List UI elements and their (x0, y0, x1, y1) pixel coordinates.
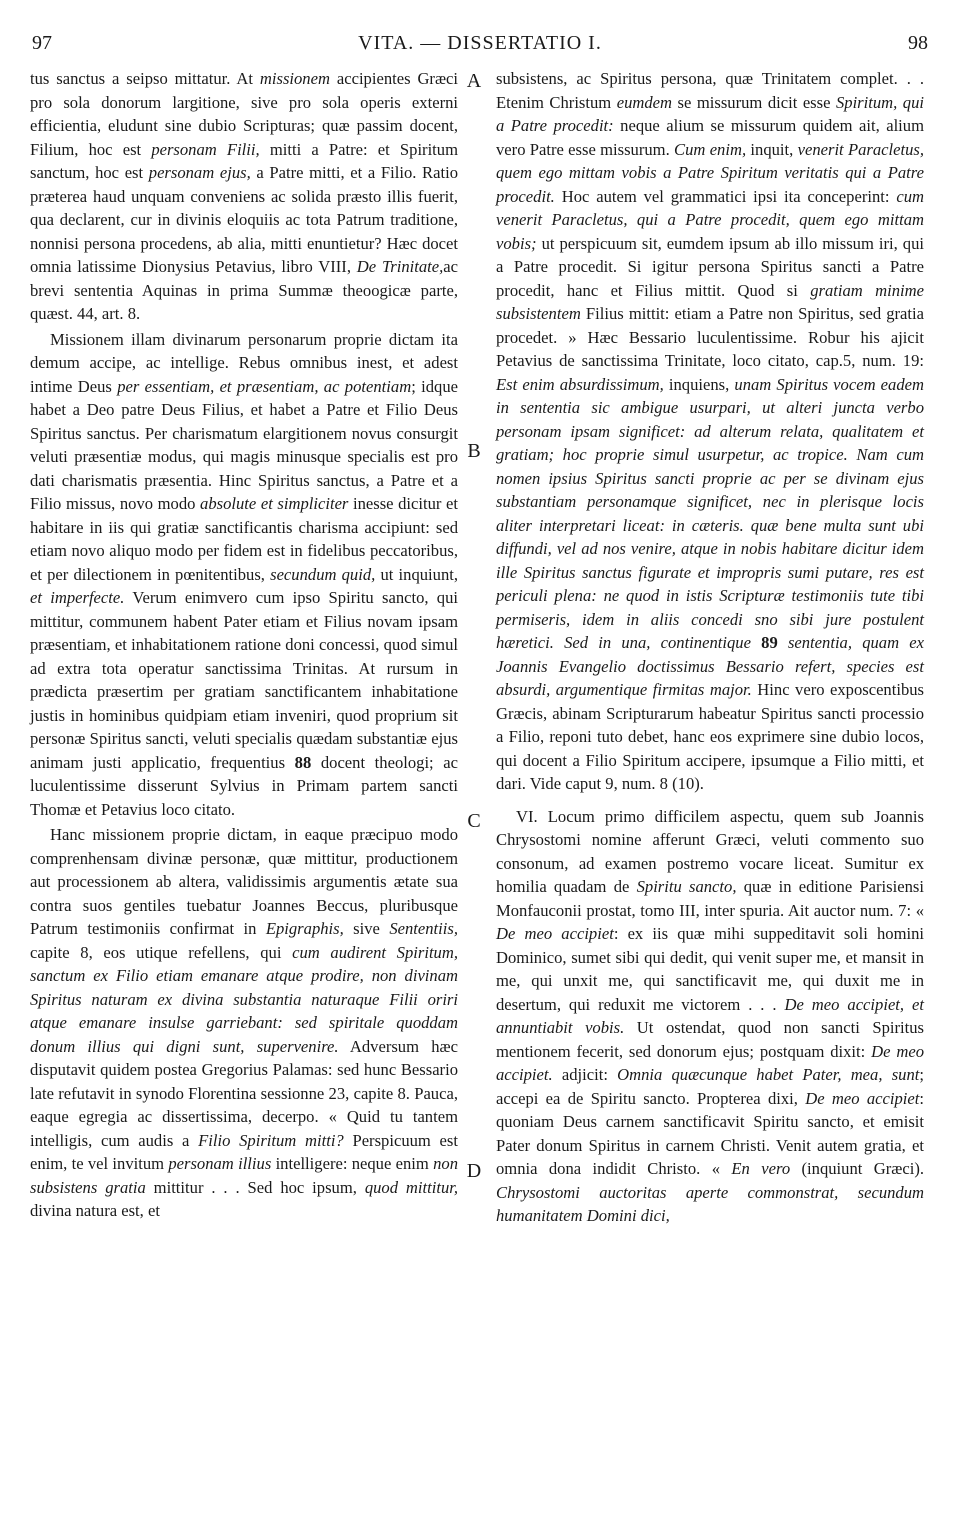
margin-letter-c: C (467, 810, 481, 832)
left-paragraph-1: tus sanctus a seipso mittatur. At missionem accipientes Græci pro sola donorum largitione, sive pro sola operis externi efficientia, eludunt sine dubio Scripturas; quæ passim docent, Filium, hoc est personam Filii, mitti a Patre: et Spiritum sanctum, hoc est personam ejus, a Patre mitti, et a Filio. Ratio præterea haud unquam conveniens ac solida præsto illis fuerit, qua declarent, cur in divinis eloquiis ac tota Patrum traditione, nonnisi persona procedens, ab alia, mitti enuntietur? Hæc docet omnia latissime Dionysius Petavius, libro VIII, De Trinitate,ac brevi sententia Aquinas in prima Summæ theoogicæ parte, quæst. 44, art. 8. (30, 69, 459, 323)
left-column (30, 67, 458, 1223)
margin-letter-a: A (466, 70, 482, 92)
right-column (496, 67, 924, 1228)
left-paragraph-2: Missionem illam divinarum personarum proprie dictam ita demum accipe, ac intellige. Rebus omnibus inest, et adest intime Deus per essentiam, et præsentiam, ac potentiam; idque habet a Deo patre Deus Filius, et habet a Patre et Filio Deus Spiritus sanctus. Per charismatum elargitionem novus consurgit veluti præsentiæ modus, qui magis minusque specialis est pro dati charismatis præsentia. Hinc Spiritus sanctus, a Patre et a Filio missus, novo modo absolute et simpliciter inesse dicitur et habitare in iis qui gratiæ sanctificantis charisma accipiunt: sed etiam novo aliquo modo per fidem est in fidelibus peccatoribus, et per dilectionem in pœnitentibus, secundum quid, ut inquiunt, et imperfecte. Verum enimvero cum ipso Spiritu sancto, qui mittitur, communem habent Pater etiam et Filius novam ipsam præsentiam, et inhabitationem ratione doni concessi, quod simul ad extra tota operatur sanctissima Trinitas. At rursum in prædicta præsertim per gratiam sanctificantem inhabitatione justis in hominibus quidpiam etiam inveniri, quod proprium sit personæ Spiritus sancti, veluti specialis quædam substantiæ ejus animam justi applicatio, frequentius 88 docent theologi; ac luculentissime disserunt Sylvius in Primam partem sancti Thomæ et Petavius loco citato. (30, 329, 458, 819)
margin-letter-d: D (466, 1160, 482, 1182)
page-number-right: 98 (908, 32, 928, 54)
left-paragraph-3: Hanc missionem proprie dictam, in eaque præcipuo modo comprenhensam divinæ personæ, quæ mittitur, productionem aut processionem ab altera, validissimis argumentis ætate sua contra suos gentiles tuebatur Joannes Beccus, pluribusque Patrum testimoniis confirmat in Epigraphis, sive Sententiis, capite 8, eos utique refellens, qui cum audirent Spiritum, sanctum ex Filio etiam emanare atque prodire, non divinam Spiritus naturam ex divina substantia naturaque Filii oriri atque emanare insulse garriebant: sed spiritale quoddam donum illius qui digni sunt, supervenire. Adversum hæc disputavit quidem postea Gregorius Palamas: sed hunc Bessario late refutavit in synodo Florentina sessionne 23, capite 8. Pauca, eaque egregia ac dissertissima, decerpo. « Quid tu tantem intelligis, cum audis a Filio Spiritum mitti? Perspicuum est enim, te vel invitum personam illius intelligere: neque enim non subsistens gratia mittitur . . . Sed hoc ipsum, quod mittitur, divina natura est, et (30, 825, 459, 1220)
right-paragraph-1: subsistens, ac Spiritus persona, quæ Trinitatem complet. . . Etenim Christum eumdem se missurum dicit esse Spiritum, qui a Patre procedit: neque alium se missurum quidem ait, alium vero Patre esse missurum. Cum enim, inquit, venerit Paracletus, quem ego mittam vobis a Patre Spiritum veritatis qui a Patre procedit. Hoc autem vel grammatici ipsi ita conceperint: cum venerit Paracletus, qui a Patre procedit, quem ego mittam vobis; ut perspicuum sit, eumdem ipsum ab illo missum iri, qui a Patre procedit. Si igitur persona Spiritus sancti a Patre procedit, hanc et Filius mittit. Quod si gratiam minime subsistentem Filius mittit: etiam a Patre non Spiritus, sed gratia procedet. » Hæc Bessario luculentissime. Robur his ajicit Petavius de sanctissima Trinitate, loco citato, cap.5, num. 19: Est enim absurdissimum, inquiens, unam Spiritus vocem eadem in sententia sic ambigue usurpari, ut alteri juncta verbo personam ipsam significet: ad alterum relata, qualitatem et gratiam; hoc proprie simul usurpetur, ac tropice. Nam cum nomen ipsius Spiritus sancti proprie ac per se divinam ejus substantiam personamque significet, nec in plerisque locis aliter interpretari liceat: in cæteris. quæ bene multa sunt ubi diffundi, vel ad nos venire, atque in nobis habitare dicitur idem ille Spiritus sanctus figurate et impropris sumi putare, res est periculi plena: ne quod in istis Scripturæ testimoniis tute tibi permiseris, idem in aliis concedi sno sibi jure postulent hæretici. Sed in una, continentique 89 sententia, quam ex Joannis Evangelio doctissimus Bessario refert, species est absurdi, argumentique firmitas major. Hinc vero exposcentibus Græcis, abinam Scripturarum habeatur Spiritus sancti processio a Filio, reponi tuto debet, hanc eos exprimere sine dubio locos, qui docent a Filio Spiritum accipere, ipsumque a Filio mitti, et dari. Vide caput 9, num. 8 (10). (496, 69, 925, 793)
column-number-89: 89 (761, 633, 778, 652)
right-paragraph-2: VI. Locum primo difficilem aspectu, quem sub Joannis Chrysostomi nomine afferunt Græci, veluti commento suo consonum, ad examen postremo vocare liceat. Sumitur ex homilia quadam de Spiritu sancto, quæ in editione Parisiensi Monfauconii prostat, tomo III, inter spuria. Ait auctor num. 7: « De meo accipiet: ex iis quæ mihi suppeditavit soli homini Dominico, sumet sibi qui dedit, qui venit super me, et mansit in me, qui unxit me, qui sanctificavit me, qui duxit me in desertum, qui reduxit me victorem . . . De meo accipiet, et annuntiabit vobis. Ut ostendat, quod non sancti Spiritus mentionem fecerit, sed donorum ejus; postquam dixit: De meo accipiet. adjicit: Omnia quæcunque habet Pater, mea, sunt; accepi ea de Spiritu sancto. Propterea dixi, De meo accipiet: quoniam Deus carnem sanctificavit Spiritu sancto, et emisit Pater donum Spiritus in carnem Christi. Venit autem gratia, et omnia dona indidit Christo. « En vero (inquiunt Græci). Chrysostomi auctoritas aperte commonstrat, secundum humanitatem Domini dici, (496, 806, 925, 1225)
column-number-88: 88 (294, 752, 312, 772)
margin-letter-b: B (467, 440, 481, 462)
running-header (32, 32, 928, 62)
running-title: VITA. — DISSERTATIO I. (358, 32, 602, 54)
page-number-left: 97 (32, 32, 52, 54)
